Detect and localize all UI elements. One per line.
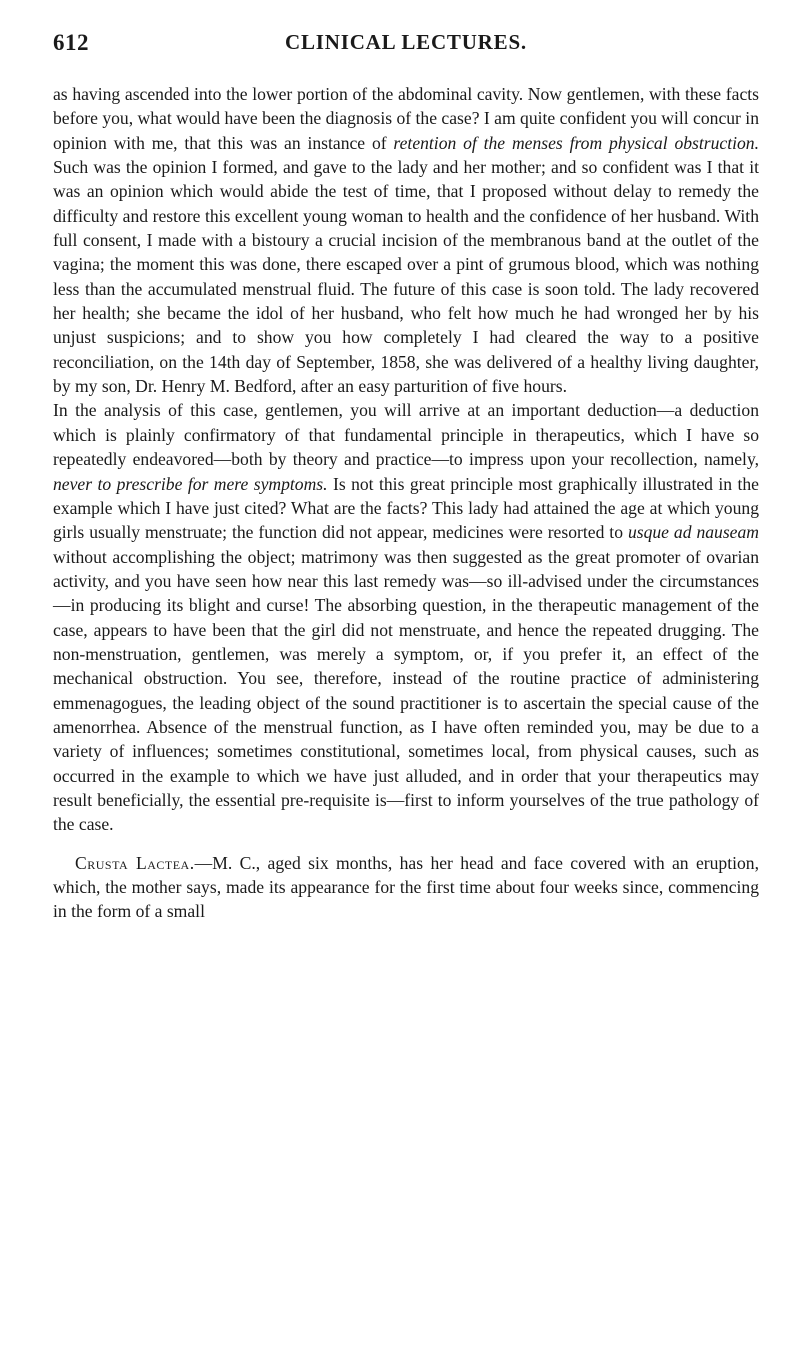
text-run: Such was the opinion I formed, and gave to the lady and her mother; and so confident was I that it was an opinion which would abide the test of time, that I proposed without delay to remedy the difficulty and restore this excellent young woman to health and the confidence of her husband. With full consent, I made with a bistoury a crucial incision of the membranous band at the outlet of the vagina; the moment this was done, there escaped over a pint of grumous blood, which was nothing less than the accumulated menstrual fluid. The future of this case is soon told. The lady recovered her health; she became the idol of her husband, who felt how much he had wronged her by his unjust suspicions; and to show you how completely I had cleared the way to a positive reconciliation, on the 14th day of September, 1858, she was delivered of a healthy living daughter, by my son, Dr. Henry M. Bedford, after an easy parturition of five hours.: [53, 157, 759, 397]
italic-phrase: retention of the menses from physical obstruction.: [393, 132, 759, 153]
running-head: CLINICAL LECTURES.: [285, 30, 527, 54]
section-heading: Crusta Lactea.: [75, 852, 195, 873]
text-run: —M. C., aged six months, has her head and face covered with an eruption, which, the mother says, made its appearance for the first time about four weeks since, commencing in the form of a small: [53, 852, 760, 922]
text-run: In the analysis of this case, gentlemen, you will arrive at an important deduction—a deduction which is plainly confirmatory of that fundamental principle in therapeutics, which I have so repeatedly endeavored—both by theory and practice—to impress upon your recollection, namely,: [53, 400, 759, 470]
text-run: without accomplishing the object; matrimony was then suggested as the great promoter of ovarian activity, and you have seen how near this last remedy was—so ill-advised under the circumstances—in producing its blight and curse! The absorbing question, in the therapeutic management of the case, appears to have been that the girl did not menstruate, and hence the repeated drugging. The non-menstruation, gentlemen, was merely a symptom, or, if you prefer it, an effect of the mechanical obstruction. You see, therefore, instead of the routine practice of administering emmenagogues, the leading object of the sound practitioner is to ascertain the special cause of the amenorrhea. Absence of the menstrual function, as I have often reminded you, may be due to a variety of influences; sometimes constitutional, sometimes local, from physical causes, such as occurred in the example to which we have just alluded, and in order that your therapeutics may result beneficially, the essential pre-requisite is—first to inform yourselves of the true pathology of the case.: [53, 546, 759, 835]
paragraph-crusta-lactea: [53, 851, 759, 924]
paragraph-analysis: [53, 398, 759, 836]
paragraph-case-history: [53, 82, 759, 398]
body-text: [53, 82, 759, 924]
italic-phrase: usque ad nauseam: [627, 522, 759, 543]
italic-phrase: never to prescribe for mere symptoms.: [53, 473, 328, 494]
page-header: [53, 30, 759, 66]
text-run: Is not this great principle most graphically illustrated in the example which I have just cited? What are the facts? This lady had attained the age at which young girls usually menstruate; the function did not appear, medicines were resorted to: [53, 473, 759, 543]
book-page: [53, 30, 759, 924]
page-number: 612: [53, 30, 89, 55]
text-run: as having ascended into the lower portion of the abdominal cavity. Now gentlemen, with these facts before you, what would have been the diagnosis of the case? I am quite confident you will concur in opinion with me, that this was an instance of: [53, 84, 759, 153]
